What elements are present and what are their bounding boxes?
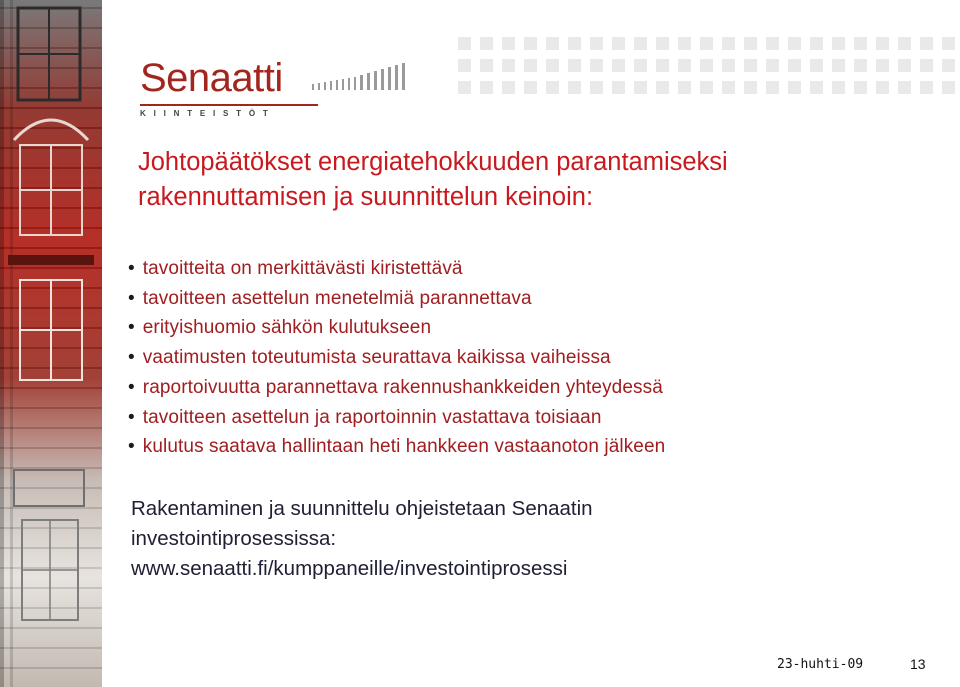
bullet-icon: • [128, 258, 135, 279]
title-line-1: Johtopäätökset energiatehokkuuden parantamiseksi [138, 148, 728, 176]
list-item: • tavoitteita on merkittävästi kiristettävä [128, 258, 463, 279]
senaatti-logo[interactable] [140, 48, 330, 118]
logo-rule [140, 104, 318, 106]
logo-subtitle: KIINTEISTÖT [140, 109, 276, 118]
list-item: • erityishuomio sähkön kulutukseen [128, 317, 432, 339]
conclusions-list [128, 254, 928, 462]
process-paragraph [131, 494, 931, 584]
page-number: 13 [910, 656, 926, 672]
bullet-icon: • [128, 436, 135, 458]
bullet-icon: • [128, 287, 135, 309]
slide-title [138, 145, 928, 215]
list-item: • kulutus saatava hallintaan heti hankkeen vastaanoton jälkeen [128, 436, 666, 458]
footer-date: 23-huhti-09 [777, 657, 864, 672]
bullet-icon: • [128, 347, 135, 369]
decorative-grid-pattern [455, 34, 960, 94]
paragraph-line-2: investointiprosessissa: [131, 527, 337, 550]
paragraph-line-1: Rakentaminen ja suunnittelu ohjeistetaan Senaatin [131, 497, 593, 520]
building-facade-illustration [0, 0, 102, 687]
investment-process-link[interactable]: www.senaatti.fi/kumppaneille/investointiprosessi [131, 557, 568, 580]
list-item: • tavoitteen asettelun ja raportoinnin vastattava toisiaan [128, 406, 602, 428]
bullet-icon: • [128, 317, 135, 339]
bullet-icon: • [128, 406, 135, 428]
logo-wordmark: Senaatti [140, 56, 283, 100]
list-item: • raportoivuutta parannettava rakennushankkeiden yhteydessä [128, 376, 663, 398]
bullet-icon: • [128, 376, 135, 398]
list-item: • tavoitteen asettelun menetelmiä parannettava [128, 287, 532, 309]
title-line-2: rakennuttamisen ja suunnittelun keinoin: [138, 183, 594, 211]
list-item: • vaatimusten toteutumista seurattava kaikissa vaiheissa [128, 347, 611, 369]
building-photo-strip [0, 0, 102, 687]
logo-bars-graphic [312, 62, 432, 96]
